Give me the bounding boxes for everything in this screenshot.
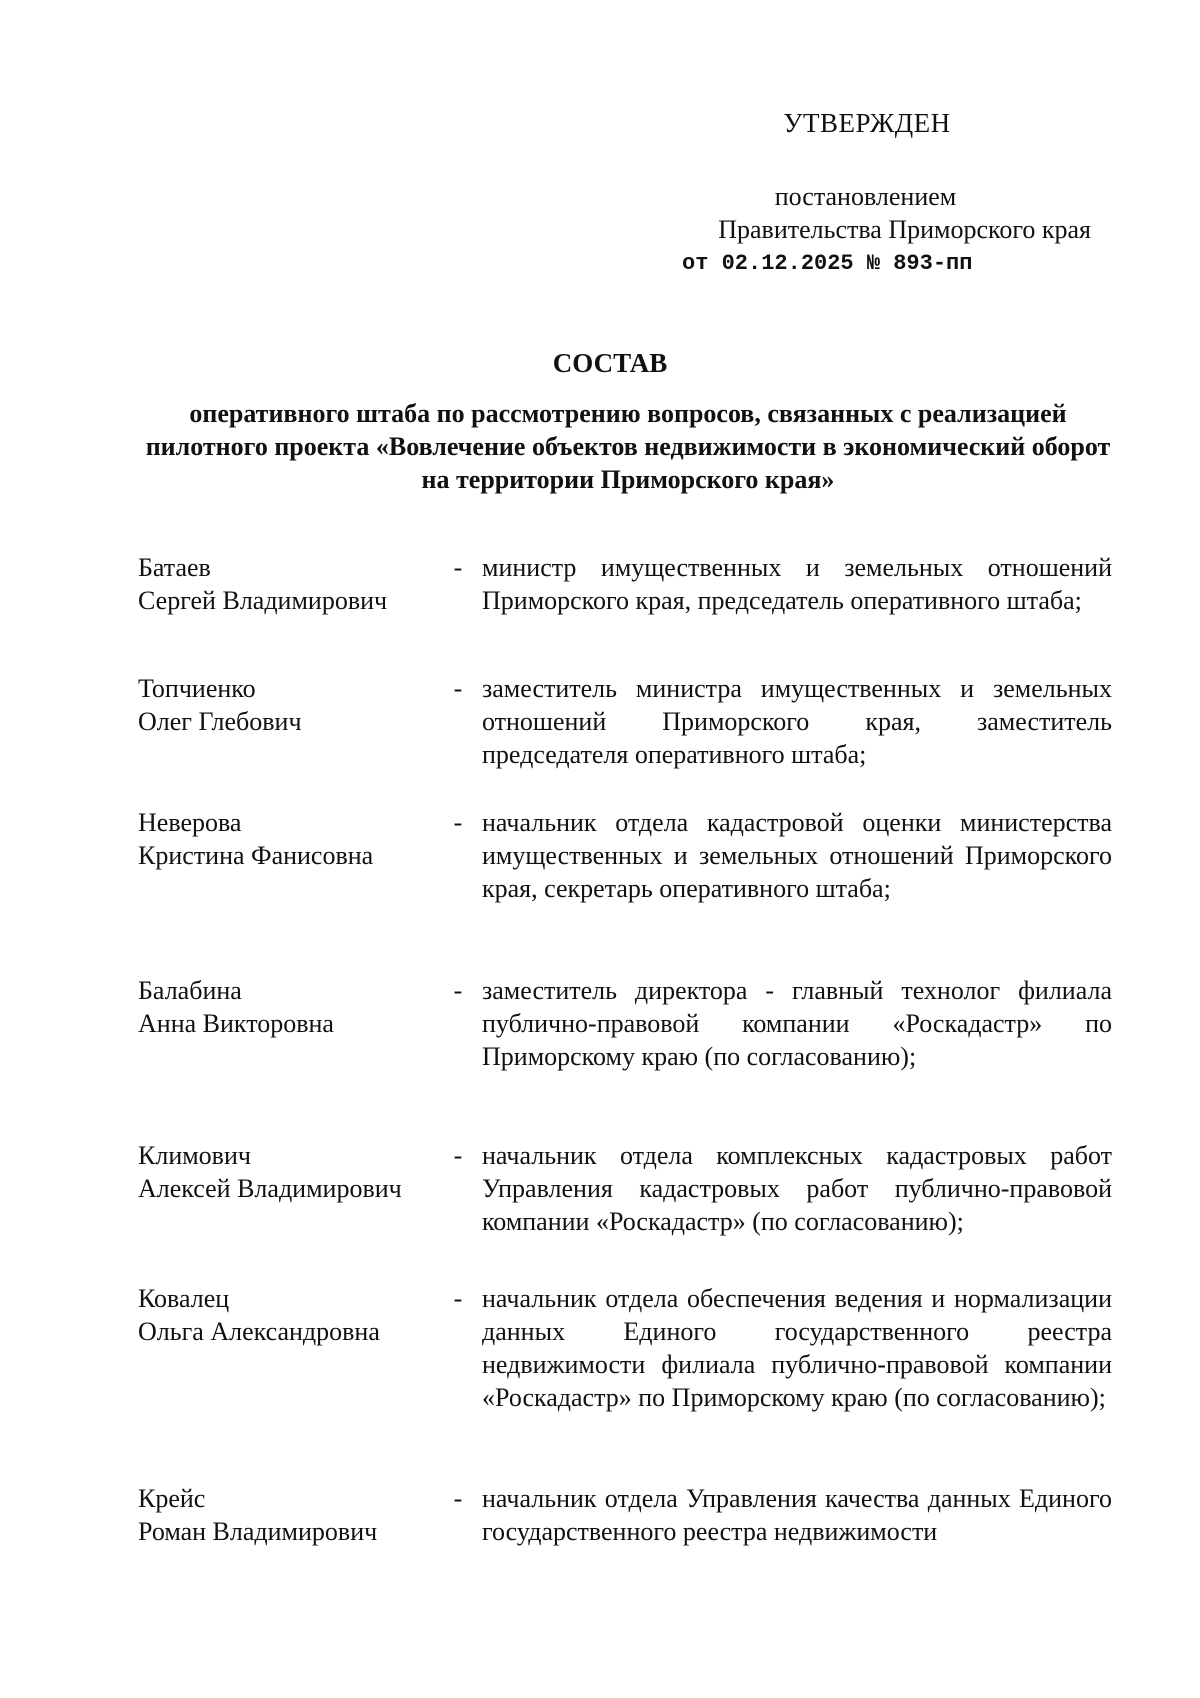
member-name xyxy=(138,1482,443,1548)
approval-line-2: Правительства Приморского края xyxy=(718,215,1091,244)
member-role: заместитель директора - главный технолог филиала публично-правовой компании «Роскадастр» по Приморскому краю (по согласованию); xyxy=(482,976,1112,1071)
member-role: министр имущественных и земельных отношений Приморского края, председатель оперативного штаба; xyxy=(482,553,1112,615)
member-entry xyxy=(138,974,1118,1139)
member-surname: Балабина xyxy=(138,976,242,1005)
member-dash: - xyxy=(453,553,463,582)
member-surname: Батаев xyxy=(138,553,211,582)
member-role: начальник отдела Управления качества данных Единого государственного реестра недвижимости xyxy=(482,1484,1112,1546)
member-dash: - xyxy=(453,1284,463,1313)
member-role: начальник отдела обеспечения ведения и нормализации данных Единого государственного реестра недвижимости филиала публично-правовой компании «Роскадастр» по Приморскому краю (по согласованию); xyxy=(482,1284,1112,1412)
member-entry xyxy=(138,806,1118,974)
member-given-name: Кристина Фанисовна xyxy=(138,841,374,870)
member-name xyxy=(138,551,443,617)
member-dash: - xyxy=(453,976,463,1005)
member-name xyxy=(138,974,443,1040)
member-entry xyxy=(138,1482,1118,1552)
member-dash: - xyxy=(453,1484,463,1513)
member-role: заместитель министра имущественных и земельных отношений Приморского края, заместитель председателя оперативного штаба; xyxy=(482,674,1112,769)
approval-number: от 02.12.2025 № 893-пп xyxy=(682,251,973,276)
approval-line-1: постановлением xyxy=(774,182,957,211)
member-dash: - xyxy=(453,674,463,703)
member-surname: Ковалец xyxy=(138,1284,230,1313)
member-dash: - xyxy=(453,1141,463,1170)
member-role: начальник отдела кадастровой оценки министерства имущественных и земельных отношений Приморского края, секретарь оперативного штаба; xyxy=(482,808,1112,903)
approval-block xyxy=(600,106,1100,279)
members-list xyxy=(138,551,1118,1552)
document-title: СОСТАВ xyxy=(552,348,668,378)
member-surname: Крейс xyxy=(138,1484,206,1513)
member-entry xyxy=(138,672,1118,806)
member-given-name: Сергей Владимирович xyxy=(138,586,388,615)
member-surname: Неверова xyxy=(138,808,242,837)
member-surname: Топчиенко xyxy=(138,674,256,703)
member-given-name: Алексей Владимирович xyxy=(138,1174,402,1203)
member-given-name: Олег Глебович xyxy=(138,707,302,736)
member-name xyxy=(138,672,443,738)
member-name xyxy=(138,1282,443,1348)
document-subtitle: оперативного штаба по рассмотрению вопросов, связанных с реализацией пилотного проекта «Вовлечение объектов недвижимости в экономический оборот на территории Приморского края» xyxy=(145,399,1111,494)
member-dash: - xyxy=(453,808,463,837)
member-role: начальник отдела комплексных кадастровых работ Управления кадастровых работ публично-правовой компании «Роскадастр» (по согласованию); xyxy=(482,1141,1112,1236)
member-entry xyxy=(138,1282,1118,1482)
member-entry xyxy=(138,551,1118,672)
member-given-name: Анна Викторовна xyxy=(138,1009,334,1038)
member-entry xyxy=(138,1139,1118,1282)
member-name xyxy=(138,1139,443,1205)
member-name xyxy=(138,806,443,872)
member-given-name: Роман Владимирович xyxy=(138,1517,378,1546)
approval-word: УТВЕРЖДЕН xyxy=(783,108,951,138)
member-surname: Климович xyxy=(138,1141,251,1170)
member-given-name: Ольга Александровна xyxy=(138,1317,380,1346)
